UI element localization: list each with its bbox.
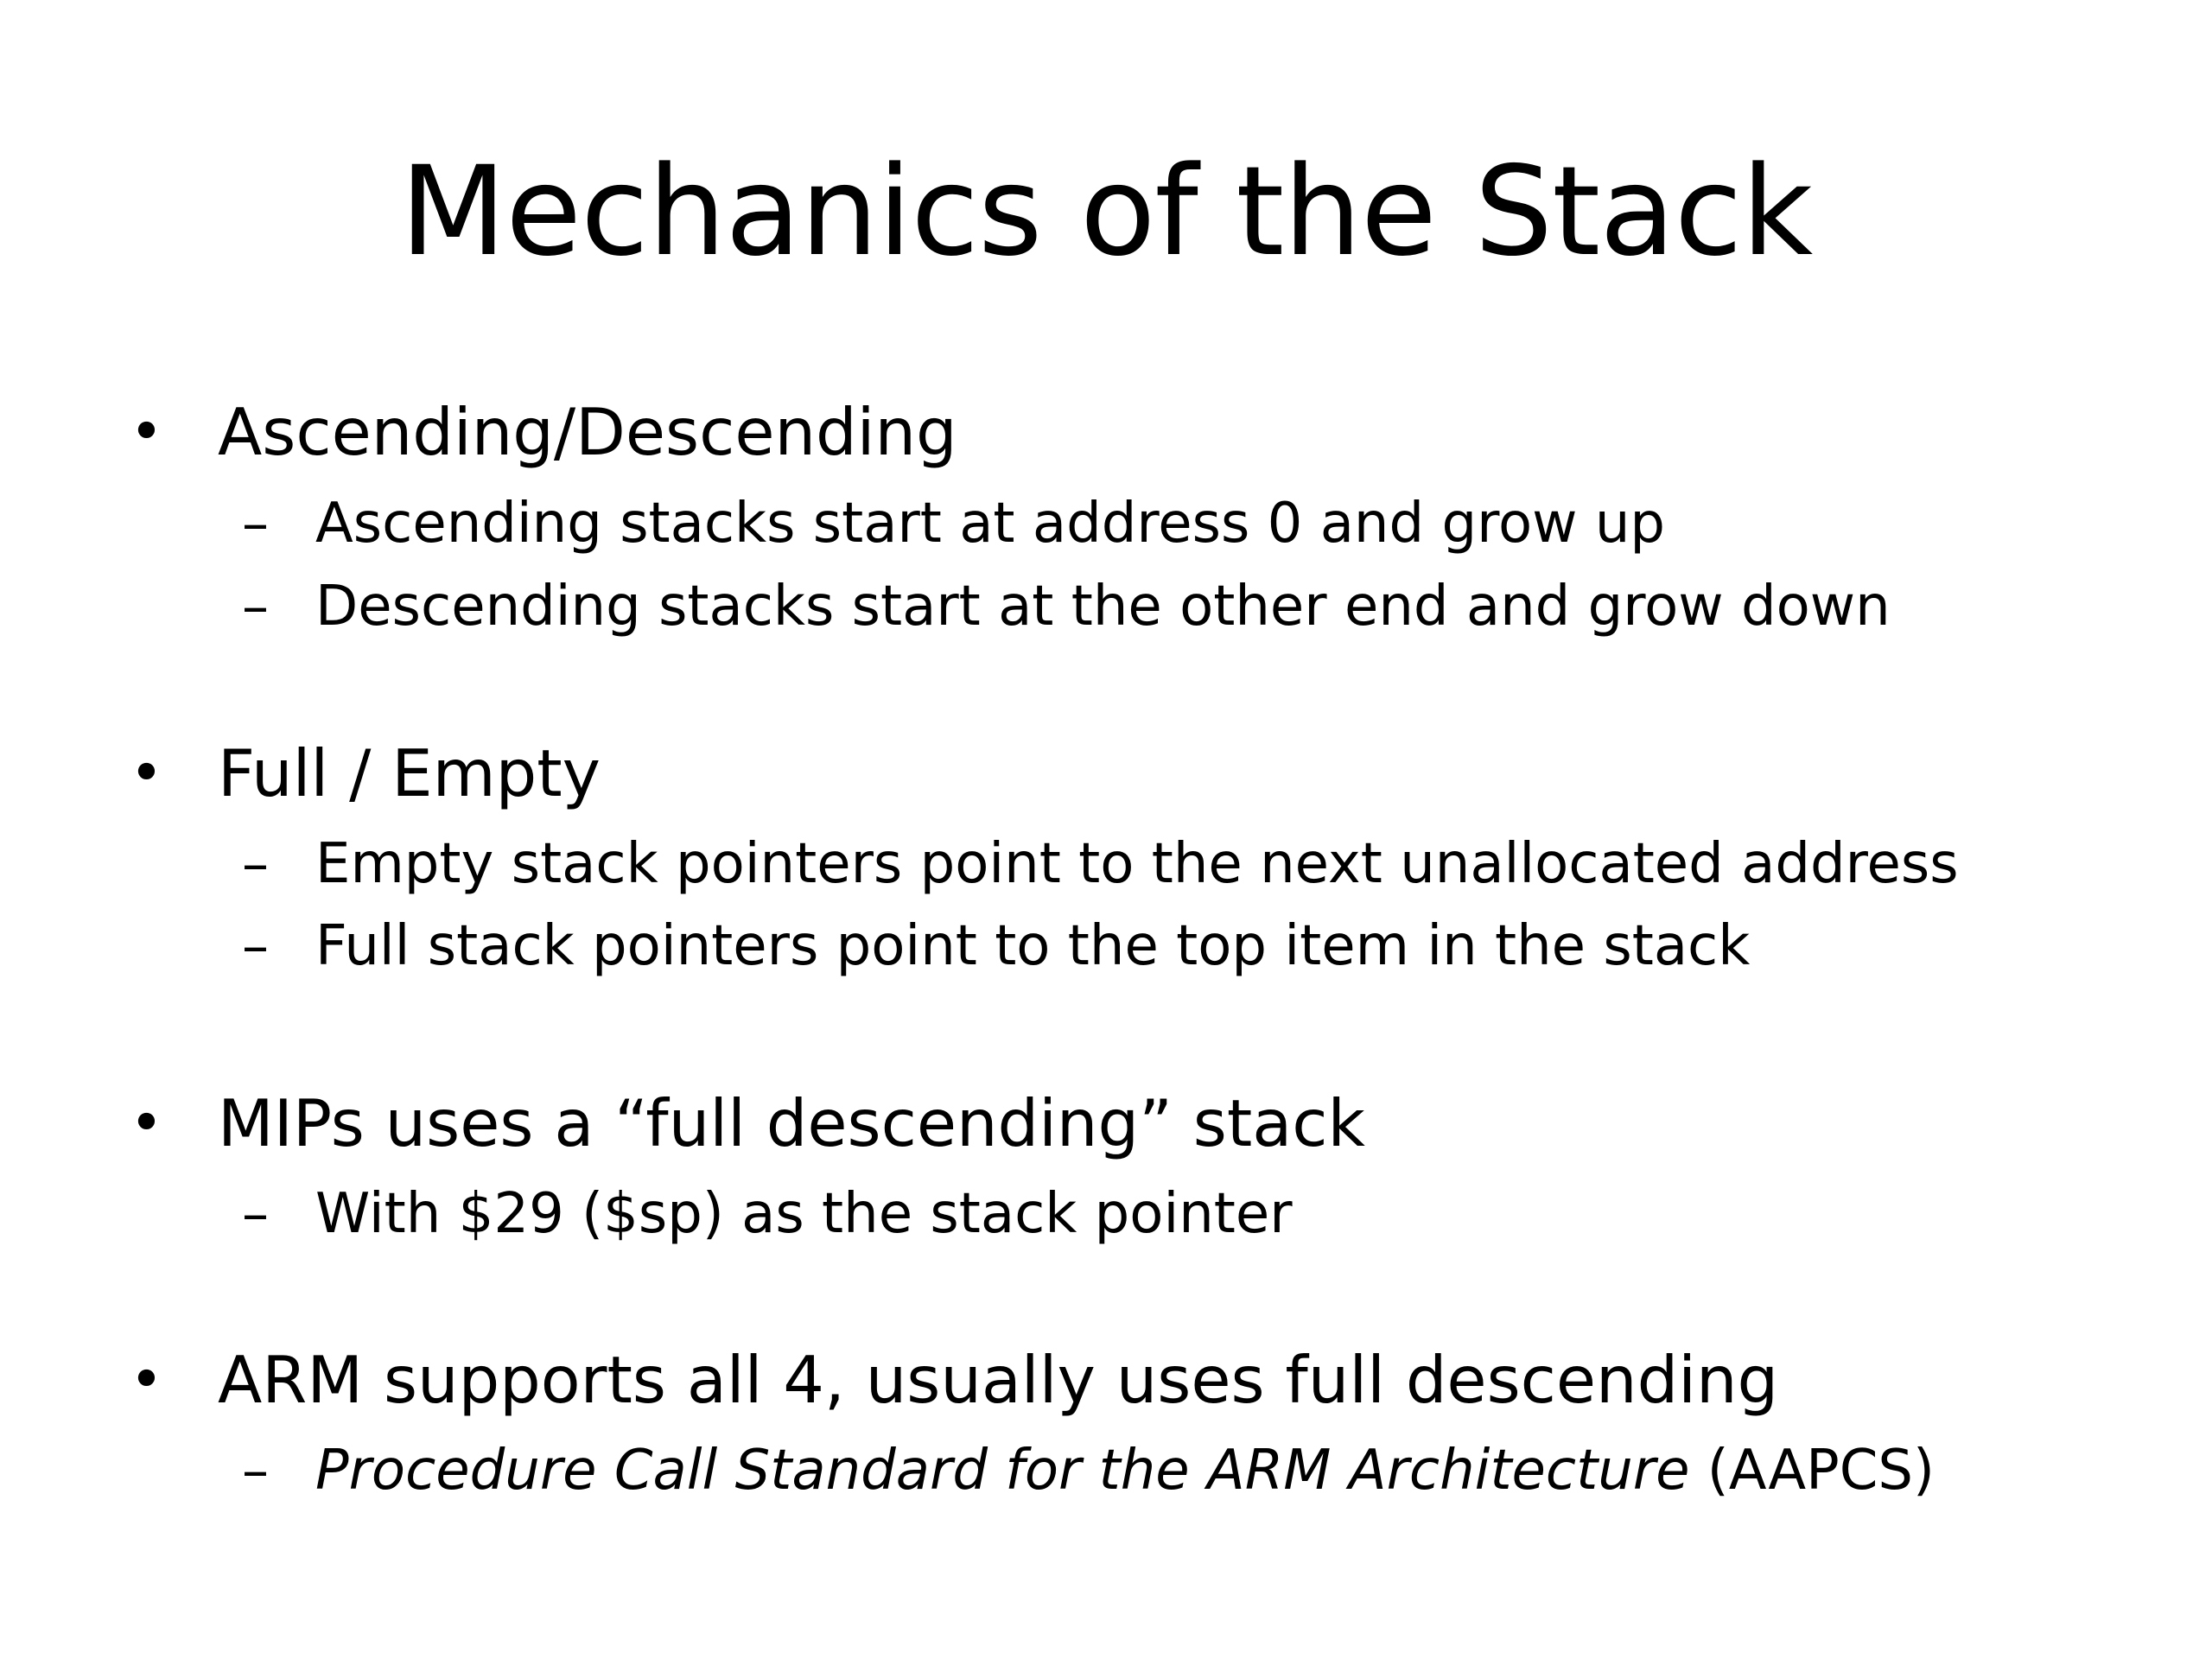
sub-bullet-text: Empty stack pointers point to the next unallocated address [315,832,1959,896]
sub-bullet-marker: – [242,1439,269,1502]
sub-bullet-text: With $29 ($sp) as the stack pointer [315,1182,1293,1246]
bullet-text: Ascending/Descending [218,394,957,470]
bullet-text: ARM supports all 4, usually uses full descending [218,1342,1779,1418]
bullet-text: MIPs uses a “full descending” stack [218,1085,1365,1161]
aapcs-document-title: Procedure Call Standard for the ARM Architecture [315,1439,1690,1503]
bullet-text: Full / Empty [218,735,601,811]
sub-bullet-marker: – [242,1182,269,1245]
aapcs-abbreviation: (AAPCS) [1689,1439,1935,1503]
sub-bullet-marker: – [242,492,269,555]
sub-bullet-text [315,1436,1935,1505]
sub-bullet-text: Full stack pointers point to the top item in the stack [315,914,1751,978]
bullet-marker: • [130,1346,163,1413]
sub-bullet-marker: – [242,575,269,638]
sub-bullet-marker: – [242,914,269,977]
sub-bullet-marker: – [242,832,269,895]
bullet-marker: • [130,1090,163,1156]
slide-title: Mechanics of the Stack [399,139,1813,283]
sub-bullet-text: Descending stacks start at the other end and grow down [315,575,1891,639]
bullet-marker: • [130,740,163,806]
bullet-marker: • [130,398,163,465]
sub-bullet-text: Ascending stacks start at address 0 and grow up [315,492,1665,556]
